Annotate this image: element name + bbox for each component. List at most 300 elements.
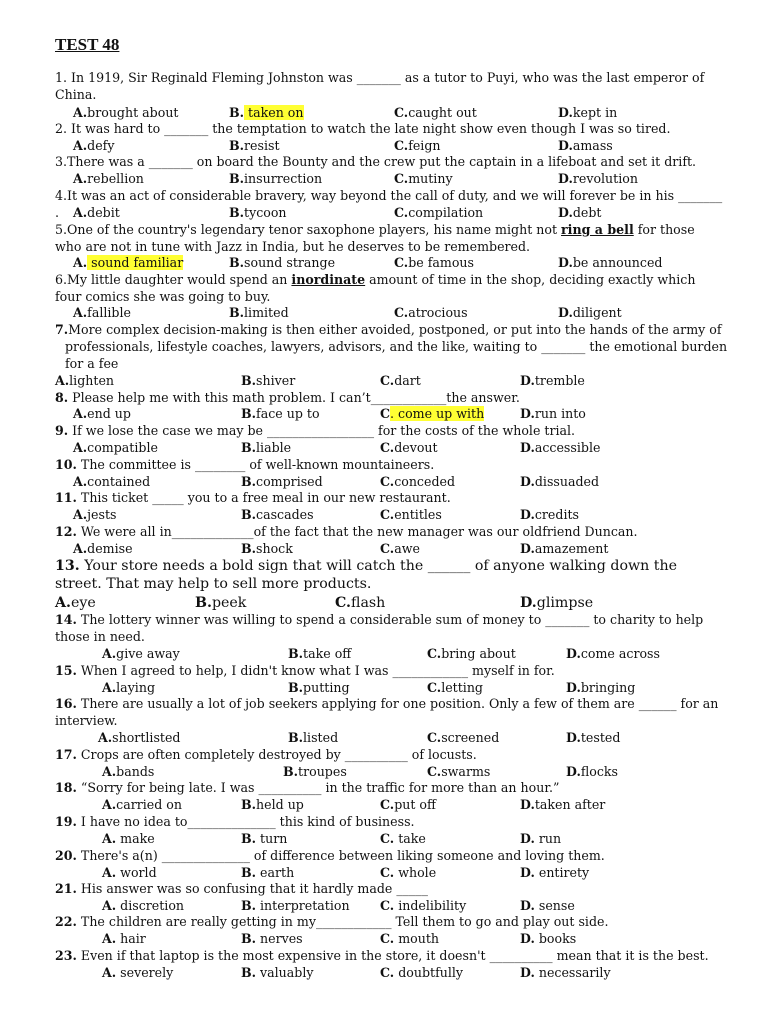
option-letter: C.: [380, 541, 395, 556]
question-stem: [55, 848, 725, 865]
option-letter: A.: [73, 541, 88, 556]
answer-option: [229, 255, 335, 272]
answer-option: [102, 797, 182, 814]
question-stem: [55, 914, 725, 931]
option-text: troupes: [298, 764, 347, 779]
option-text: shiver: [256, 373, 296, 388]
answer-row: [55, 797, 735, 814]
option-text: run into: [534, 406, 586, 421]
question-number: 18.: [55, 780, 77, 795]
option-text: flash: [350, 595, 386, 611]
answer-option: [566, 646, 660, 663]
option-text: lighten: [69, 373, 115, 388]
answer-option: [335, 595, 385, 613]
answer-option: [520, 797, 605, 814]
option-letter: A.: [102, 680, 117, 695]
question-stem: [55, 612, 725, 646]
option-letter: D.: [520, 898, 535, 913]
option-text: listed: [303, 730, 339, 745]
option-letter: B.: [241, 507, 257, 522]
answer-option: [558, 171, 638, 188]
answer-option: [394, 255, 474, 272]
stem-text: There's a(n) ______________ of difference between liking someone and loving them.: [76, 848, 605, 863]
option-text: earth: [256, 865, 295, 880]
option-text: take off: [303, 646, 352, 661]
answer-option: [394, 171, 453, 188]
answer-row: [55, 680, 735, 697]
question-stem: [55, 272, 725, 306]
question-number: 21.: [55, 881, 77, 896]
option-letter: B.: [241, 931, 257, 946]
option-text: compatible: [87, 440, 158, 455]
option-letter: D.: [558, 305, 573, 320]
answer-option: [229, 105, 304, 122]
option-letter: A.: [55, 373, 70, 388]
option-letter: C.: [394, 171, 409, 186]
stem-text: 3.There was a _______ on board the Bounty and the crew put the captain in a lifeboat and set it drift.: [55, 154, 697, 169]
option-text: letting: [441, 680, 483, 695]
option-letter: A.: [73, 105, 88, 120]
answer-option: [394, 305, 468, 322]
question-stem: [55, 70, 725, 104]
answer-row: [55, 595, 735, 612]
question-stem: [55, 696, 725, 730]
question-number: 14.: [55, 612, 77, 627]
answer-option: [98, 730, 181, 747]
answer-option: [102, 965, 173, 982]
answer-row: [55, 931, 735, 948]
stem-text: We were all in_____________of the fact that the new manager was our oldfriend Duncan.: [76, 524, 638, 539]
option-letter: C.: [380, 507, 395, 522]
answer-option: [520, 965, 611, 982]
option-letter: B.: [241, 865, 257, 880]
answer-row: [55, 138, 735, 155]
stem-text: Please help me with this math problem. I can’t____________the answer.: [68, 390, 520, 405]
option-letter: C.: [394, 255, 409, 270]
option-letter: A.: [98, 730, 113, 745]
stem-text: More complex decision-making is then either avoided, postponed, or put into the hands of the army of professionals, lifestyle coaches, lawyers, advisors, and the like, waiting to _______ the emotional burden for a fee: [65, 322, 728, 371]
option-text: swarms: [441, 764, 491, 779]
option-letter: C.: [394, 138, 409, 153]
answer-row: [55, 865, 735, 882]
option-text: tremble: [534, 373, 585, 388]
option-letter: C.: [380, 898, 395, 913]
option-letter: A.: [73, 507, 88, 522]
stem-text: Your store needs a bold sign that will catch the ______ of anyone walking down the street. That may help to sell more products.: [55, 558, 678, 592]
option-text: peek: [211, 595, 247, 611]
stem-text: 6.My little daughter would spend an: [55, 272, 292, 287]
question-stem: [55, 558, 725, 593]
option-text: caught out: [408, 105, 477, 120]
option-text: be famous: [408, 255, 474, 270]
option-text: shortlisted: [112, 730, 181, 745]
option-text: dissuaded: [534, 474, 600, 489]
answer-option: [520, 373, 585, 390]
answer-row: [55, 440, 735, 457]
question-number: 8.: [55, 390, 69, 405]
question-number: 16.: [55, 696, 77, 711]
option-text: atrocious: [408, 305, 468, 320]
option-letter: A.: [73, 205, 88, 220]
option-letter: A.: [73, 474, 88, 489]
option-letter: D.: [558, 138, 573, 153]
option-letter: A.: [102, 965, 117, 980]
option-letter: C.: [380, 440, 395, 455]
answer-option: [241, 507, 314, 524]
question-stem: [55, 390, 725, 407]
stem-text: I have no idea to______________ this kind of business.: [76, 814, 415, 829]
stem-text: When I agreed to help, I didn't know what I was ____________ myself in for.: [76, 663, 555, 678]
option-letter: C.: [427, 680, 442, 695]
stem-text: The lottery winner was willing to spend a considerable sum of money to _______ to charity to help those in need.: [55, 612, 704, 644]
option-text: run: [534, 831, 562, 846]
answer-option: [520, 406, 586, 423]
option-text: defy: [87, 138, 115, 153]
option-text: liable: [256, 440, 292, 455]
answer-option: [229, 305, 289, 322]
answer-option: [55, 373, 114, 390]
option-letter: D.: [520, 406, 535, 421]
answer-option: [102, 931, 146, 948]
option-text: carried on: [116, 797, 182, 812]
option-text: hair: [116, 931, 146, 946]
option-letter: C.: [335, 595, 351, 611]
option-text: interpretation: [256, 898, 350, 913]
answer-row: [55, 171, 735, 188]
option-text: amass: [572, 138, 613, 153]
option-text: face up to: [256, 406, 320, 421]
question-number: 13.: [55, 558, 80, 574]
option-text: debt: [572, 205, 602, 220]
option-text: limited: [244, 305, 289, 320]
option-text: debit: [87, 205, 120, 220]
question-number: 9.: [55, 423, 69, 438]
question-number: 7.: [55, 322, 69, 337]
stem-emphasis: inordinate: [291, 272, 366, 287]
option-text: screened: [441, 730, 500, 745]
option-letter: B.: [241, 440, 257, 455]
option-text: valuably: [256, 965, 314, 980]
option-letter: A.: [73, 440, 88, 455]
question-stem: [55, 490, 725, 507]
answer-option: [380, 373, 421, 390]
answer-option: [229, 171, 322, 188]
option-letter: D.: [520, 831, 535, 846]
option-text: rebellion: [87, 171, 144, 186]
answer-option: [520, 541, 608, 558]
option-letter: A.: [102, 764, 117, 779]
option-letter: A.: [102, 898, 117, 913]
option-text: mutiny: [408, 171, 453, 186]
option-letter: C.: [394, 305, 409, 320]
option-text: tested: [580, 730, 621, 745]
question-number: 10.: [55, 457, 77, 472]
option-letter: A.: [102, 646, 117, 661]
option-letter: B.: [229, 171, 245, 186]
option-letter: A.: [102, 865, 117, 880]
answer-option: [380, 865, 436, 882]
question-stem: [55, 457, 725, 474]
option-text: entirety: [534, 865, 590, 880]
option-letter: D.: [520, 931, 535, 946]
option-text: turn: [256, 831, 288, 846]
answer-row: [55, 898, 735, 915]
stem-text: 4.It was an act of considerable bravery, way beyond the call of duty, and we will forever be in his _______ .: [55, 188, 723, 220]
answer-option: [241, 965, 314, 982]
option-letter: C: [380, 406, 391, 421]
option-text: bring about: [441, 646, 516, 661]
stem-emphasis: ring a bell: [561, 222, 634, 237]
option-text: be announced: [572, 255, 663, 270]
answer-option: [558, 205, 602, 222]
answer-option: [558, 105, 617, 122]
option-text: take: [394, 831, 426, 846]
answer-option: [288, 646, 351, 663]
stem-text: 1. In 1919, Sir Reginald Fleming Johnston was _______ as a tutor to Puyi, who was the last emperor of China.: [55, 70, 705, 102]
answer-option: [73, 138, 114, 155]
option-letter: A.: [102, 931, 117, 946]
option-text: nerves: [256, 931, 303, 946]
option-letter: A.: [55, 595, 71, 611]
option-text: insurrection: [244, 171, 323, 186]
answer-option: [241, 440, 291, 457]
option-letter: D.: [520, 797, 535, 812]
option-letter: A.: [73, 406, 88, 421]
option-text: comprised: [256, 474, 323, 489]
option-letter: B.: [229, 255, 245, 270]
option-letter: B.: [241, 797, 257, 812]
option-letter: D.: [520, 541, 535, 556]
option-letter: D.: [566, 646, 581, 661]
answer-option: [241, 931, 303, 948]
stem-text: 5.One of the country's legendary tenor saxophone players, his name might not: [55, 222, 562, 237]
option-letter: D.: [558, 171, 573, 186]
option-text: come across: [580, 646, 660, 661]
option-letter: D.: [520, 507, 535, 522]
option-text: sound familiar: [87, 255, 184, 270]
option-letter: D.: [558, 205, 573, 220]
option-letter: D.: [566, 730, 581, 745]
answer-option: [427, 764, 490, 781]
option-text: make: [116, 831, 155, 846]
option-letter: C.: [394, 105, 409, 120]
question-number: 23.: [55, 948, 77, 963]
answer-option: [394, 105, 477, 122]
option-letter: C.: [427, 764, 442, 779]
option-text: revolution: [572, 171, 638, 186]
question-stem: [55, 747, 725, 764]
option-letter: B.: [241, 406, 257, 421]
option-letter: A.: [73, 305, 88, 320]
answer-option: [380, 965, 463, 982]
answer-option: [566, 764, 618, 781]
answer-row: [55, 730, 735, 747]
option-text: eye: [70, 595, 96, 611]
option-text: shock: [256, 541, 293, 556]
answer-option: [380, 507, 442, 524]
option-text: accessible: [534, 440, 601, 455]
option-letter: D.: [566, 680, 581, 695]
answer-option: [520, 440, 600, 457]
answer-option: [55, 595, 96, 613]
answer-option: [520, 831, 561, 848]
option-text: fallible: [87, 305, 131, 320]
answer-option: [380, 406, 484, 423]
option-letter: C.: [380, 931, 395, 946]
answer-option: [102, 865, 157, 882]
stem-text: If we lose the case we may be _________________ for the costs of the whole trial.: [68, 423, 576, 438]
option-letter: D.: [520, 595, 537, 611]
option-text: taken on: [244, 105, 304, 120]
stem-text: for those who are not in tune with Jazz in India, but he deserves to be remembered.: [55, 222, 695, 254]
option-letter: B.: [288, 730, 304, 745]
option-text: kept in: [572, 105, 618, 120]
option-text: entitles: [394, 507, 442, 522]
option-letter: C.: [380, 474, 395, 489]
option-letter: D.: [520, 474, 535, 489]
answer-option: [283, 764, 347, 781]
option-text: cascades: [256, 507, 314, 522]
answer-option: [229, 138, 280, 155]
option-text: dart: [394, 373, 421, 388]
option-text: indelibility: [394, 898, 467, 913]
answer-row: [55, 965, 735, 982]
option-letter: B.: [241, 898, 257, 913]
option-letter: D.: [566, 764, 581, 779]
question-number: 19.: [55, 814, 77, 829]
answer-option: [520, 931, 576, 948]
answer-row: [55, 406, 735, 423]
answer-row: [55, 205, 735, 222]
question-stem: [55, 780, 725, 797]
option-letter: A.: [73, 138, 88, 153]
question-number: 11.: [55, 490, 77, 505]
answer-option: [288, 730, 338, 747]
option-letter: A.: [73, 171, 88, 186]
question-number: 15.: [55, 663, 77, 678]
question-stem: [55, 154, 725, 171]
option-text: laying: [116, 680, 156, 695]
option-letter: B.: [229, 205, 245, 220]
option-text: credits: [534, 507, 579, 522]
option-letter: C.: [380, 373, 395, 388]
option-text: necessarily: [534, 965, 611, 980]
answer-option: [394, 138, 441, 155]
option-text: devout: [394, 440, 438, 455]
stem-text: His answer was so confusing that it hardly made _____: [76, 881, 428, 896]
question-stem: [55, 322, 735, 372]
option-letter: D.: [558, 255, 573, 270]
stem-text: “Sorry for being late. I was __________ in the traffic for more than an hour.”: [76, 780, 560, 795]
option-text: contained: [87, 474, 151, 489]
answer-option: [73, 406, 131, 423]
answer-option: [73, 507, 117, 524]
stem-text: 2. It was hard to _______ the temptation to watch the late night show even though I was so tired.: [55, 121, 671, 136]
option-text: doubtfully: [394, 965, 464, 980]
answer-row: [55, 255, 735, 272]
answer-option: [73, 171, 144, 188]
answer-option: [102, 764, 154, 781]
question-stem: [55, 948, 725, 965]
answer-option: [566, 730, 620, 747]
option-letter: B.: [283, 764, 299, 779]
question-stem: [55, 881, 725, 898]
option-letter: B.: [229, 305, 245, 320]
option-letter: B.: [229, 105, 245, 120]
answer-row: [55, 507, 735, 524]
stem-text: Even if that laptop is the most expensive in the store, it doesn't __________ mean that it is the best.: [76, 948, 709, 963]
answer-option: [520, 474, 599, 491]
answer-option: [73, 541, 133, 558]
stem-text: The children are really getting in my____________ Tell them to go and play out side.: [76, 914, 609, 929]
option-text: tycoon: [244, 205, 287, 220]
option-text: whole: [394, 865, 437, 880]
answer-option: [195, 595, 246, 613]
option-text: bringing: [580, 680, 636, 695]
answer-option: [73, 255, 183, 272]
answer-option: [241, 541, 293, 558]
answer-option: [380, 474, 455, 491]
option-letter: D.: [520, 865, 535, 880]
option-letter: A.: [102, 831, 117, 846]
answer-option: [520, 865, 589, 882]
answer-option: [558, 255, 662, 272]
answer-row: [55, 373, 735, 390]
answer-option: [427, 680, 483, 697]
option-text: putting: [303, 680, 350, 695]
answer-option: [427, 730, 499, 747]
answer-option: [102, 831, 155, 848]
answer-option: [241, 865, 294, 882]
answer-option: [102, 898, 184, 915]
stem-text: There are usually a lot of job seekers applying for one position. Only a few of them are ______ for an interview.: [55, 696, 719, 728]
option-letter: A.: [73, 255, 88, 270]
answer-option: [102, 680, 155, 697]
option-letter: B.: [288, 680, 304, 695]
page-title: TEST 48: [55, 35, 120, 54]
option-letter: A.: [102, 797, 117, 812]
option-text: mouth: [394, 931, 439, 946]
answer-option: [380, 831, 426, 848]
option-text: flocks: [580, 764, 618, 779]
option-letter: D.: [520, 965, 535, 980]
answer-option: [520, 507, 579, 524]
answer-option: [520, 898, 575, 915]
option-letter: D.: [520, 440, 535, 455]
option-letter: B.: [241, 831, 257, 846]
answer-option: [241, 373, 295, 390]
option-text: taken after: [534, 797, 606, 812]
question-number: 22.: [55, 914, 77, 929]
question-stem: [55, 524, 725, 541]
option-text: books: [534, 931, 577, 946]
option-letter: C.: [380, 797, 395, 812]
option-text: demise: [87, 541, 133, 556]
option-text: feign: [408, 138, 441, 153]
answer-row: [55, 541, 735, 558]
option-text: . come up with: [390, 406, 485, 421]
answer-option: [380, 440, 438, 457]
option-text: resist: [244, 138, 280, 153]
question-number: 12.: [55, 524, 77, 539]
stem-text: This ticket _____ you to a free meal in our new restaurant.: [76, 490, 451, 505]
answer-option: [427, 646, 516, 663]
question-stem: [55, 121, 725, 138]
answer-option: [241, 406, 320, 423]
option-text: awe: [394, 541, 420, 556]
answer-option: [520, 595, 593, 613]
answer-option: [241, 831, 287, 848]
